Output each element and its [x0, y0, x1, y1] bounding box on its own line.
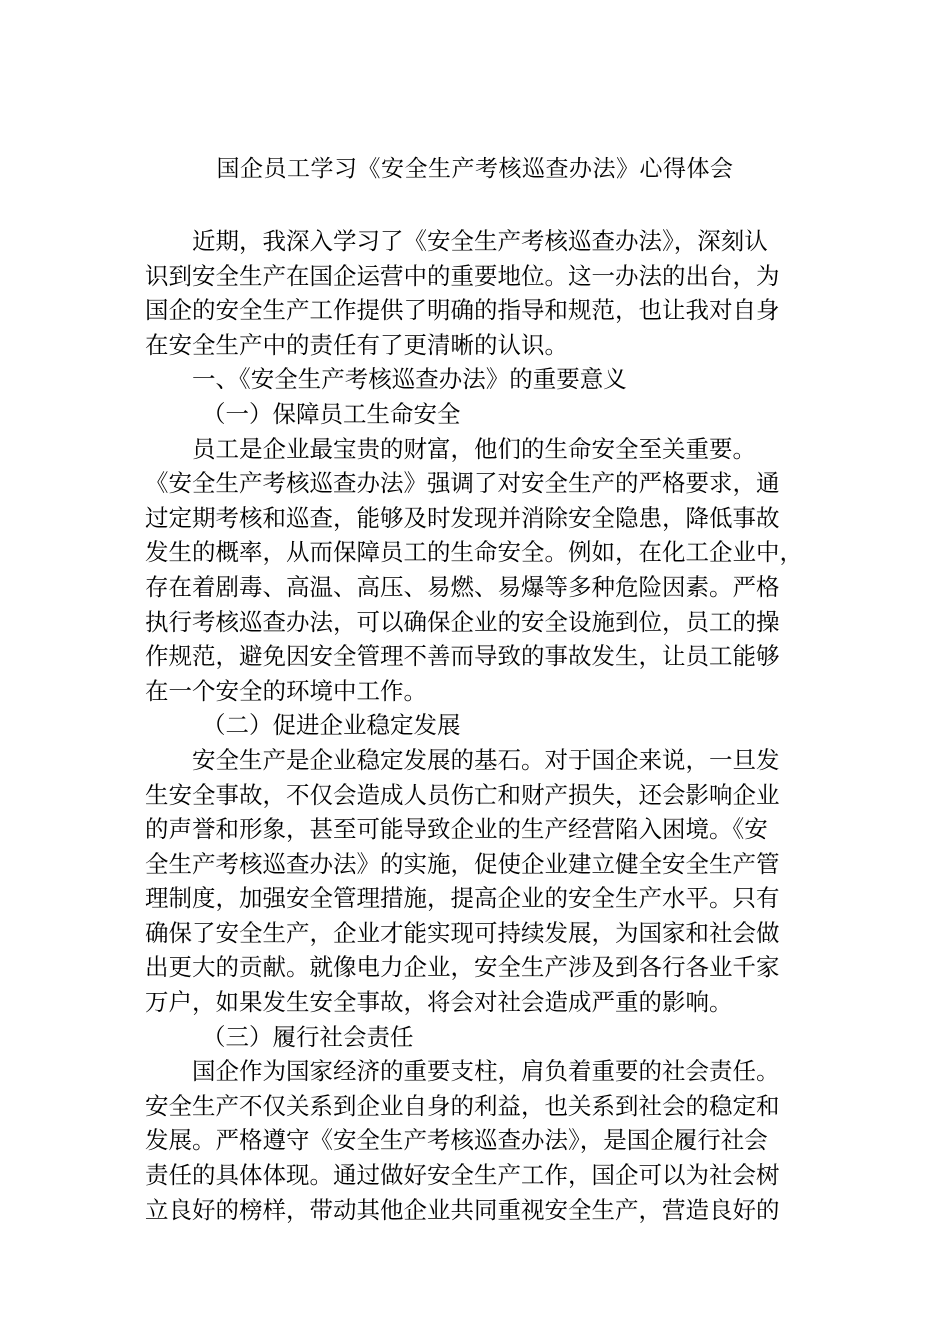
document-title: 国企员工学习《安全生产考核巡查办法》心得体会: [216, 156, 734, 182]
paragraph-first-line: 近期，我深入学习了《安全生产考核巡查办法》，深刻认: [192, 227, 768, 255]
text-line: 生安全事故，不仅会造成人员伤亡和财产损失，还会影响企业: [145, 780, 780, 809]
paragraph-first-line: 国企作为国家经济的重要支柱，肩负着重要的社会责任。: [192, 1057, 780, 1086]
text-line: 《安全生产考核巡查办法》强调了对安全生产的严格要求，通: [145, 469, 780, 498]
subsection-heading: （二）促进企业稳定发展: [202, 711, 461, 740]
text-line: 执行考核巡查办法，可以确保企业的安全设施到位，员工的操: [145, 607, 780, 636]
text-line: 发展。严格遵守《安全生产考核巡查办法》，是国企履行社会: [145, 1126, 768, 1155]
text-line: 国企的安全生产工作提供了明确的指导和规范，也让我对自身: [145, 296, 780, 325]
text-line: 全生产考核巡查办法》的实施，促使企业建立健全安全生产管: [145, 849, 780, 878]
text-line: 万户，如果发生安全事故，将会对社会造成严重的影响。: [145, 988, 733, 1017]
subsection-heading: （一）保障员工生命安全: [202, 399, 461, 428]
text-line: 的声誉和形象，甚至可能导致企业的生产经营陷入困境。《安: [145, 815, 768, 844]
text-line: 责任的具体体现。通过做好安全生产工作，国企可以为社会树: [145, 1161, 780, 1190]
document-body: [145, 224, 811, 1227]
paragraph-first-line: 安全生产是企业稳定发展的基石。对于国企来说，一旦发: [192, 745, 780, 774]
text-line: 理制度，加强安全管理措施，提高企业的安全生产水平。只有: [145, 884, 780, 913]
text-line: 作规范，避免因安全管理不善而导致的事故发生，让员工能够: [145, 642, 780, 671]
text-line: 存在着剧毒、高温、高压、易燃、易爆等多种危险因素。严格: [145, 572, 780, 601]
text-line: 安全生产不仅关系到企业自身的利益，也关系到社会的稳定和: [145, 1091, 780, 1120]
paragraph-first-line: 员工是企业最宝贵的财富，他们的生命安全至关重要。: [192, 434, 756, 463]
text-line: 在一个安全的环境中工作。: [145, 676, 427, 705]
text-line: 出更大的贡献。就像电力企业，安全生产涉及到各行各业千家: [145, 953, 780, 982]
subsection-heading: （三）履行社会责任: [202, 1022, 414, 1051]
text-line: 发生的概率，从而保障员工的生命安全。例如，在化工企业中，: [145, 538, 803, 567]
text-line: 在安全生产中的责任有了更清晰的认识。: [145, 330, 568, 359]
text-line: 识到安全生产在国企运营中的重要地位。这一办法的出台，为: [145, 261, 780, 290]
text-line: 确保了安全生产，企业才能实现可持续发展，为国家和社会做: [145, 918, 780, 947]
text-line: 立良好的榜样，带动其他企业共同重视安全生产，营造良好的: [145, 1195, 780, 1224]
section-heading: 一、《安全生产考核巡查办法》的重要意义: [192, 365, 627, 394]
text-line: 过定期考核和巡查，能够及时发现并消除安全隐患，降低事故: [145, 503, 780, 532]
